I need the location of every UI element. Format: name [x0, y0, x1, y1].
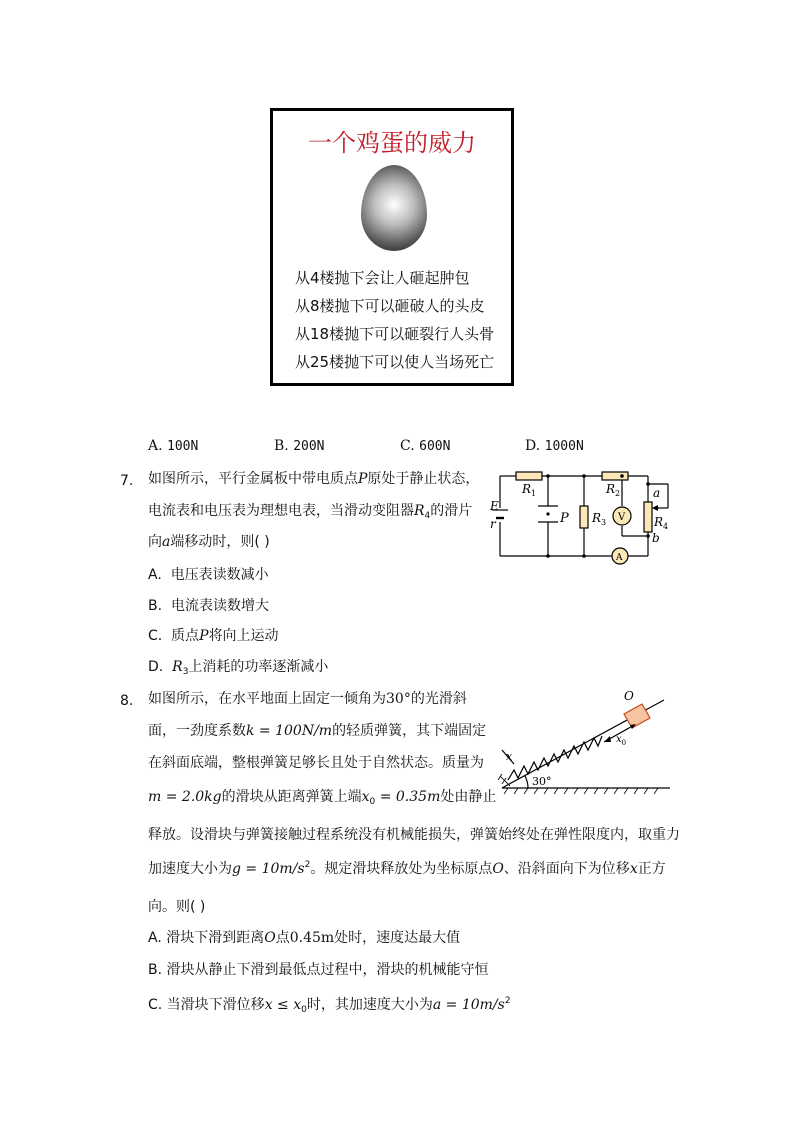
circuit-diagram	[486, 466, 676, 574]
origin-o-label: O	[624, 689, 634, 703]
terminal-b-label: b	[652, 531, 660, 545]
q8-number: 8.	[120, 693, 134, 709]
q6-option-a: A. 100N	[148, 438, 199, 454]
poster-title: 一个鸡蛋的威力	[308, 129, 476, 157]
q7-option-c: C. 质点P将向上运动	[148, 628, 279, 644]
slider-block	[624, 704, 650, 728]
poster-line-2: 从8楼抛下可以砸破人的头皮	[295, 297, 485, 315]
q7-option-b: B. 电流表读数增大	[148, 598, 269, 614]
q8-line-7: 向。则( )	[148, 899, 206, 915]
q7-number: 7.	[120, 473, 134, 489]
r4-label: $R_4$	[654, 515, 669, 531]
q7-option-a: A. 电压表读数减小	[148, 567, 269, 583]
q7-option-d: D. $R_3$上消耗的功率逐渐减小	[148, 659, 329, 677]
q6-option-b: B. 200N	[274, 438, 325, 454]
incline-spring-diagram	[494, 684, 674, 796]
egg-poster	[270, 108, 514, 386]
ammeter-label: A	[616, 553, 623, 563]
x0-label: $x_0$	[616, 734, 627, 747]
q8-line-3: 在斜面底端，整根弹簧足够长且处于自然状态。质量为	[148, 755, 484, 771]
angle-label: 30°	[532, 775, 552, 788]
q8-line-1: 如图所示，在水平地面上固定一倾角为30°的光滑斜	[148, 691, 467, 707]
emf-label: E	[490, 499, 499, 513]
q7-stem-line-1: 如图所示，平行金属板中带电质点P原处于静止状态，	[148, 471, 480, 487]
particle-p-label: P	[560, 511, 569, 526]
internal-resistance-label: r	[490, 517, 496, 531]
r3-label: $R_3$	[592, 511, 607, 527]
q6-option-d: D. 1000N	[525, 438, 584, 454]
r2-label: $R_2$	[606, 482, 621, 498]
x-axis-label: x	[506, 750, 513, 763]
q7-stem-line-3: 向a端移动时，则( )	[148, 534, 270, 550]
q8-line-4: m = 2.0kg的滑块从距离弹簧上端$x_0 = 0.35m$处由静止	[148, 789, 497, 807]
r1-label: $R_1$	[522, 482, 537, 498]
q7-stem-line-2: 电流表和电压表为理想电表，当滑动变阻器$R_4$的滑片	[148, 503, 473, 521]
q8-line-6: 加速度大小为$g = 10m/s^2$。规定滑块释放处为坐标原点O、沿斜面向下为位移x正方	[148, 860, 666, 877]
q8-line-2: 面，一劲度系数k = 100N/m的轻质弹簧，其下端固定	[148, 723, 487, 739]
q8-line-5: 释放。设滑块与弹簧接触过程系统没有机械能损失，弹簧始终处在弹性限度内，取重力	[148, 827, 680, 843]
egg-image	[361, 165, 427, 251]
q6-option-c: C. 600N	[400, 438, 451, 454]
q8-option-a: A. 滑块下滑到距离O点0.45m处时，速度达最大值	[148, 930, 461, 946]
terminal-a-label: a	[653, 486, 661, 500]
q8-option-b: B. 滑块从静止下滑到最低点过程中，滑块的机械能守恒	[148, 962, 489, 978]
voltmeter-label: V	[618, 512, 626, 523]
poster-line-1: 从4楼抛下会让人砸起肿包	[295, 269, 470, 287]
poster-line-4: 从25楼抛下可以使人当场死亡	[295, 353, 495, 371]
q8-option-c: C. 当滑块下滑位移$x \le x_0$时，其加速度大小为$a = 10m/s^2$	[148, 996, 511, 1015]
poster-line-3: 从18楼抛下可以砸裂行人头骨	[295, 325, 495, 343]
